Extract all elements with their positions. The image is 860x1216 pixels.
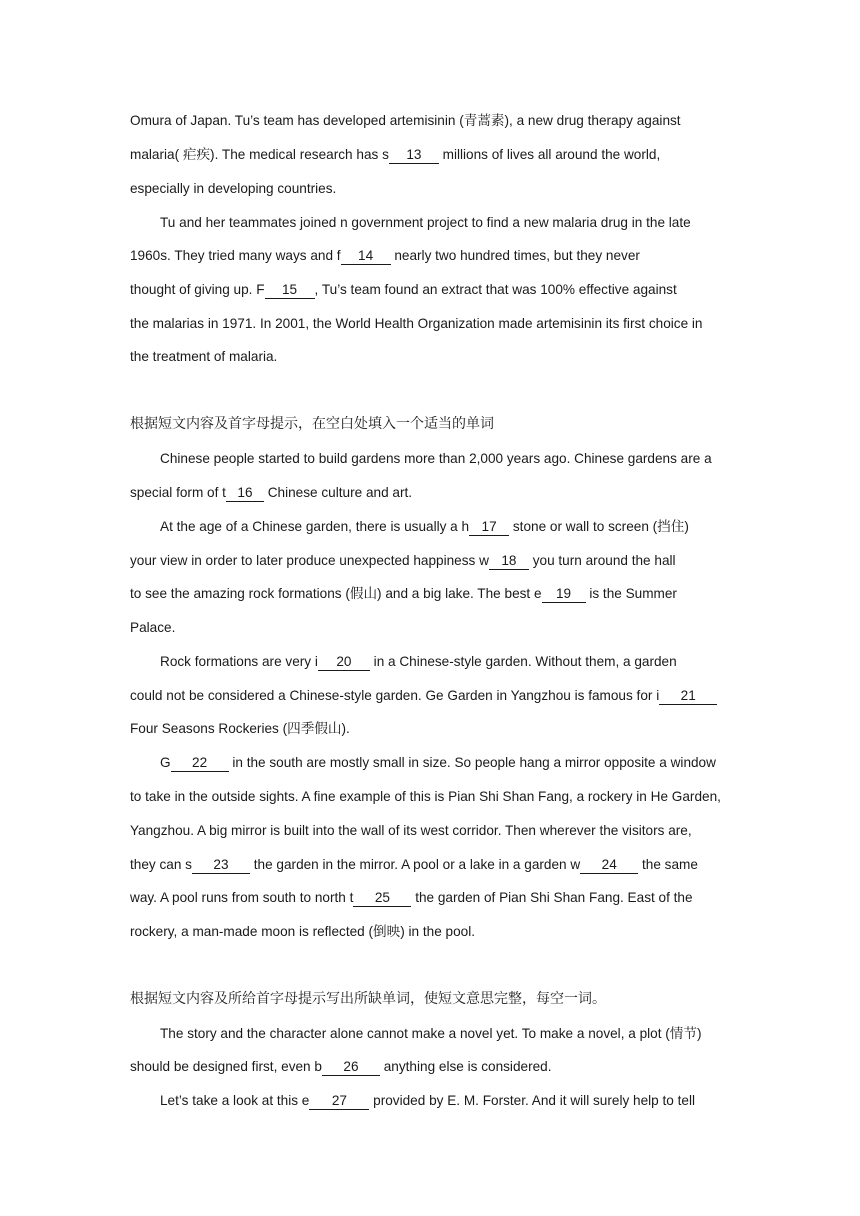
paragraph-line: to see the amazing rock formations (假山) and a big lake. The best e 19 is the Summer [130,586,677,601]
blank-15: 15 [265,282,315,299]
blank-22: 22 [171,755,229,772]
blank-19: 19 [542,586,586,603]
blank-21: 21 [659,688,717,705]
section-instruction: 根据短文内容及所给首字母提示写出所缺单词，使短文意思完整，每空一词。 [130,992,606,1007]
blank-27: 27 [309,1093,369,1110]
paragraph-line: Chinese people started to build gardens more than 2,000 years ago. Chinese gardens are a [160,451,712,466]
paragraph-line: Omura of Japan. Tu’s team has developed artemisinin (青蒿素), a new drug therapy against [130,113,681,128]
blank-23: 23 [192,857,250,874]
blank-24: 24 [580,857,638,874]
paragraph-line: 1960s. They tried many ways and f 14 nearly two hundred times, but they never [130,248,640,263]
paragraph-line: your view in order to later produce unexpected happiness w 18 you turn around the hall [130,553,676,568]
blank-26: 26 [322,1059,380,1076]
paragraph-line: the malarias in 1971. In 2001, the World Health Organization made artemisinin its first choice in [130,316,703,331]
paragraph-line: malaria( 疟疾). The medical research has s 13 millions of lives all around the world, [130,147,661,162]
section-instruction: 根据短文内容及首字母提示，在空白处填入一个适当的单词 [130,417,494,432]
blank-16: 16 [226,485,264,502]
paragraph-line: Let’s take a look at this e 27 provided by E. M. Forster. And it will surely help to tell [160,1093,696,1108]
paragraph-line: to take in the outside sights. A fine example of this is Pian Shi Shan Fang, a rockery in He Garden, [130,789,721,804]
blank-25: 25 [353,890,411,907]
paragraph-line: Yangzhou. A big mirror is built into the wall of its west corridor. Then wherever the visitors are, [130,823,692,838]
paragraph-line: they can s 23 the garden in the mirror. A pool or a lake in a garden w 24 the same [130,857,698,872]
paragraph-line: G 22 in the south are mostly small in size. So people hang a mirror opposite a window [160,755,716,770]
blank-20: 20 [318,654,370,671]
paragraph-line: Four Seasons Rockeries (四季假山). [130,721,350,736]
paragraph-line: special form of t 16 Chinese culture and art. [130,485,413,500]
paragraph-line: could not be considered a Chinese-style garden. Ge Garden in Yangzhou is famous for i 21 [130,686,717,706]
paragraph-line: At the age of a Chinese garden, there is usually a h 17 stone or wall to screen (挡住) [160,519,689,534]
blank-14: 14 [341,248,391,265]
paragraph-line: way. A pool runs from south to north t 25 the garden of Pian Shi Shan Fang. East of the [130,890,693,905]
paragraph-line: rockery, a man-made moon is reflected (倒映) in the pool. [130,924,476,939]
blank-13: 13 [389,147,439,164]
paragraph-line: Tu and her teammates joined n government project to find a new malaria drug in the late [160,215,691,230]
paragraph-line: Palace. [130,620,176,635]
paragraph-line: should be designed first, even b 26 anything else is considered. [130,1059,552,1074]
paragraph-line: the treatment of malaria. [130,349,278,364]
paragraph-line: The story and the character alone cannot make a novel yet. To make a novel, a plot (情节) [160,1026,702,1041]
paragraph-line: especially in developing countries. [130,181,337,196]
paragraph-line: thought of giving up. F 15 , Tu’s team found an extract that was 100% effective against [130,282,677,297]
paragraph-line: Rock formations are very i 20 in a Chinese-style garden. Without them, a garden [160,654,677,669]
blank-17: 17 [469,519,509,536]
blank-18: 18 [489,553,529,570]
